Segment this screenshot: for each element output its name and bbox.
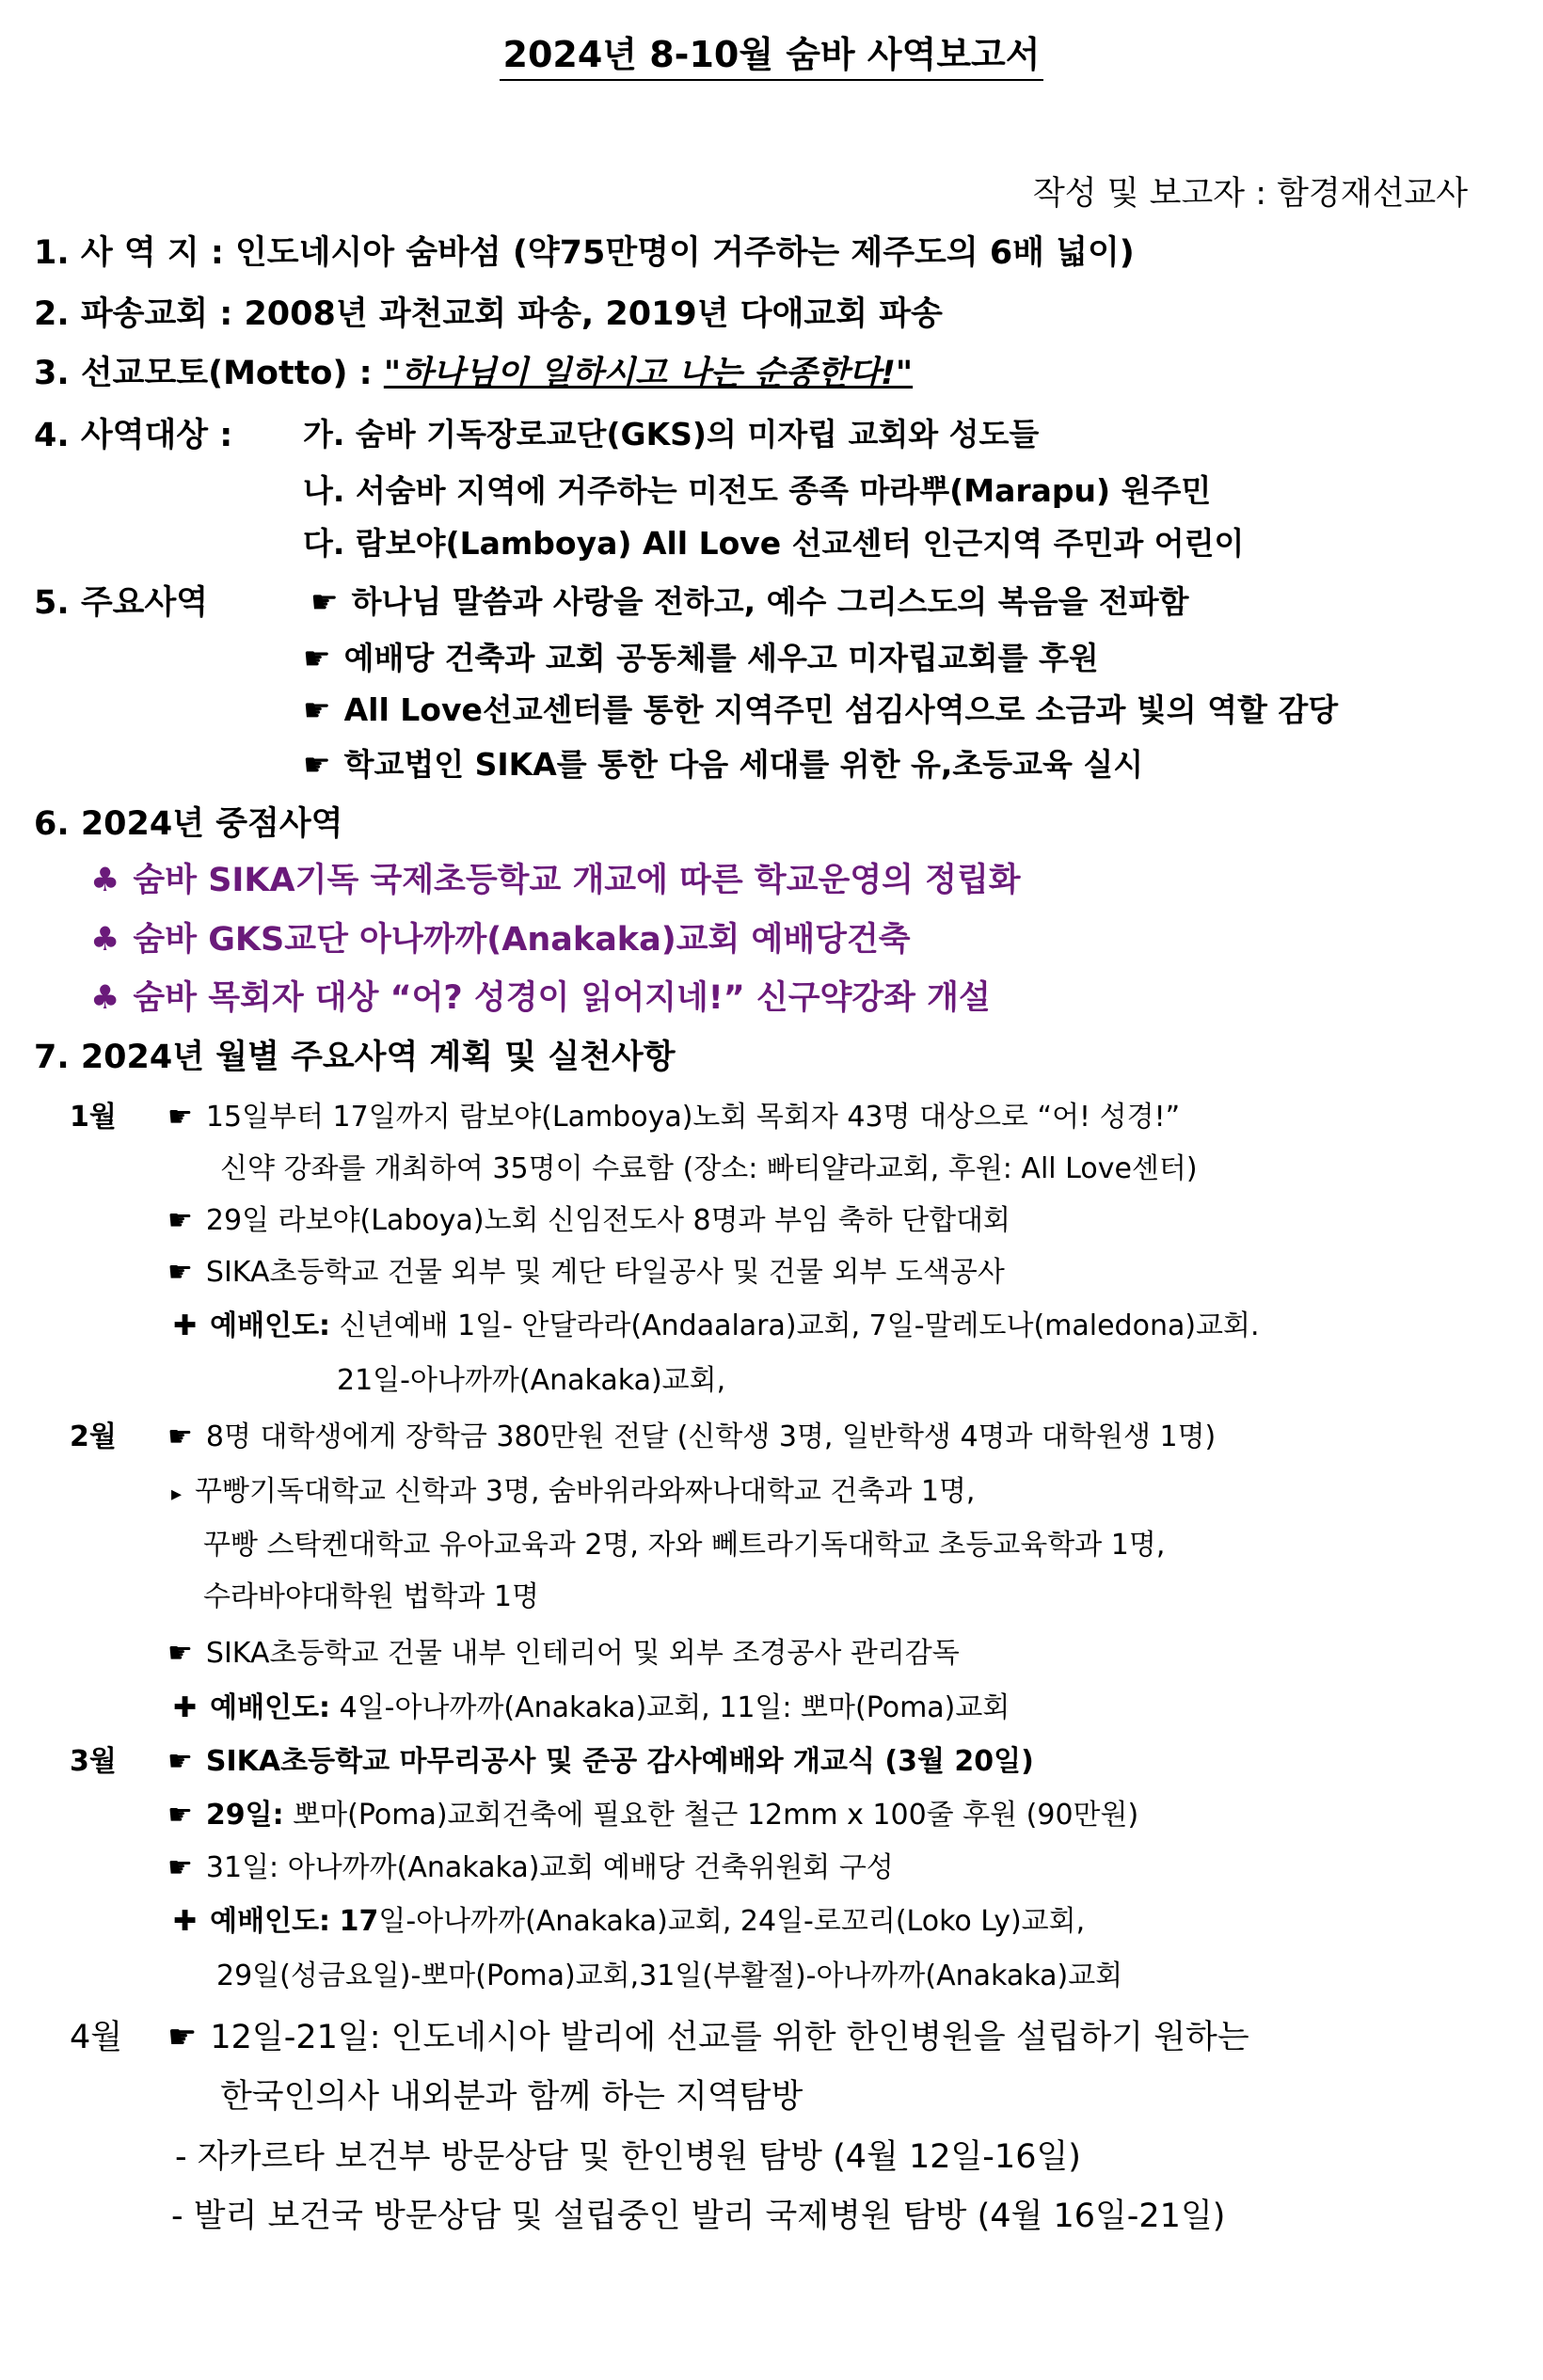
apr-item-b: - 자카르타 보건부 방문상담 및 한인병원 탐방 (4월 12일-16일) xyxy=(175,2138,1081,2176)
feb-item-d xyxy=(173,1691,1010,1725)
focus-item-3-text: 숨바 목회자 대상 “어? 성경이 읽어지네!” 신구약강좌 개설 xyxy=(133,979,991,1017)
month-feb: 2월 xyxy=(70,1420,117,1453)
mar-item-b-text: 뽀마(Poma)교회건축에 필요한 철근 12mm x 100줄 후원 (90만원) xyxy=(293,1799,1139,1832)
mar-item-a-text: SIKA초등학교 마무리공사 및 준공 감사예배와 개교식 (3월 20일) xyxy=(205,1745,1034,1778)
apr-item-a xyxy=(167,2018,1249,2057)
info-5-item-a-text: 하나님 말씀과 사랑을 전하고, 예수 그리스도의 복음을 전파함 xyxy=(351,583,1189,620)
mar-worship-day: 17 xyxy=(339,1905,379,1938)
info-4-target-c: 다. 람보야(Lamboya) All Love 선교센터 인근지역 주민과 어린이 xyxy=(303,525,1245,562)
focus-item-2-text: 숨바 GKS교단 아나까까(Anakaka)교회 예배당건축 xyxy=(133,921,911,959)
apr-item-c: - 발리 보건국 방문상담 및 설립중인 발리 국제병원 탐방 (4월 16일-21일) xyxy=(171,2198,1226,2235)
pointing-hand-icon: ☛ xyxy=(310,583,339,620)
focus-item-3 xyxy=(90,978,991,1018)
motto-text: "하나님이 일하시고 나는 순종한다!" xyxy=(383,355,914,392)
jan-item-b-text: 29일 라보야(Laboya)노회 신임전도사 8명과 부임 축하 단합대회 xyxy=(205,1204,1011,1237)
apr-item-a-line2: 한국인의사 내외분과 함께 하는 지역탐방 xyxy=(220,2078,803,2116)
feb-item-b xyxy=(171,1475,975,1509)
focus-item-1 xyxy=(90,861,1021,900)
cross-icon: ✚ xyxy=(173,1691,198,1724)
jan-item-a xyxy=(167,1101,1180,1134)
jan-item-d-line1: 신년예배 1일- 안달라라(Andaalara)교회, 7일-말레도나(maledona)교회. xyxy=(339,1309,1260,1342)
feb-item-c-text: SIKA초등학교 건물 내부 인테리어 및 외부 조경공사 관리감독 xyxy=(205,1637,960,1670)
cross-icon: ✚ xyxy=(173,1905,198,1938)
info-4-label: 4. 사역대상 : xyxy=(34,417,233,454)
author-line: 작성 및 보고자 : 함경재선교사 xyxy=(1032,175,1468,213)
mar-item-d xyxy=(173,1905,1085,1939)
jan-item-c-text: SIKA초등학교 건물 외부 및 계단 타일공사 및 건물 외부 도색공사 xyxy=(205,1256,1005,1289)
info-5-item-b xyxy=(303,640,1099,677)
feb-item-a-text: 8명 대학생에게 장학금 380만원 전달 (신학생 3명, 일반학생 4명과 대학원생 1명) xyxy=(205,1420,1217,1453)
jan-item-d xyxy=(173,1309,1260,1343)
mar-item-a xyxy=(167,1745,1034,1779)
feb-item-b-line3: 수라바야대학원 법학과 1명 xyxy=(203,1580,539,1613)
jan-item-d-line2: 21일-아나까까(Anakaka)교회, xyxy=(337,1364,726,1397)
info-5-item-d-text: 학교법인 SIKA를 통한 다음 세대를 위한 유,초등교육 실시 xyxy=(343,746,1144,783)
info-2-sending-church: 2. 파송교회 : 2008년 과천교회 파송, 2019년 다애교회 파송 xyxy=(34,295,943,333)
pointing-hand-icon: ☛ xyxy=(167,1799,193,1832)
plan-heading: 7. 2024년 월별 주요사역 계획 및 실천사항 xyxy=(34,1039,676,1076)
info-5-item-d xyxy=(303,746,1143,784)
info-5-item-b-text: 예배당 건축과 교회 공동체를 세우고 미자립교회를 후원 xyxy=(343,640,1099,676)
mar-item-d-line1: 일-아나까까(Anakaka)교회, 24일-로꼬리(Loko Ly)교회, xyxy=(378,1905,1086,1938)
document-title: 2024년 8-10월 숨바 사역보고서 xyxy=(0,34,1543,77)
info-4-target-a: 가. 숨바 기독장로교단(GKS)의 미자립 교회와 성도들 xyxy=(303,416,1040,452)
mar-item-b-label: 29일: xyxy=(205,1799,284,1832)
mar-item-c-text: 31일: 아나까까(Anakaka)교회 예배당 건축위원회 구성 xyxy=(205,1851,894,1884)
pointing-hand-icon: ☛ xyxy=(167,2019,198,2056)
apr-item-a-line1: 12일-21일: 인도네시아 발리에 선교를 위한 한인병원을 설립하기 원하는 xyxy=(210,2019,1249,2056)
info-1-location: 1. 사 역 지 : 인도네시아 숨바섬 (약75만명이 거주하는 제주도의 6배 넓이) xyxy=(34,234,1135,272)
pointing-hand-icon: ☛ xyxy=(167,1851,193,1884)
club-icon: ♣ xyxy=(90,979,120,1017)
pointing-hand-icon: ☛ xyxy=(167,1637,193,1670)
info-5-label: 5. 주요사역 xyxy=(34,584,209,622)
month-apr: 4월 xyxy=(70,2019,123,2056)
mar-item-d-line2: 29일(성금요일)-뽀마(Poma)교회,31일(부활절)-아나까까(Anakaka)교회 xyxy=(216,1960,1123,1992)
mar-worship-label: 예배인도: xyxy=(210,1905,331,1938)
motto-label: 3. 선교모토(Motto) : xyxy=(34,355,373,392)
info-5-item-c-text: All Love선교센터를 통한 지역주민 섬김사역으로 소금과 빛의 역할 감당 xyxy=(343,691,1339,728)
jan-item-a-line1: 15일부터 17일까지 람보야(Lamboya)노회 목회자 43명 대상으로 “어! 성경!” xyxy=(205,1101,1181,1134)
mar-item-b xyxy=(167,1799,1138,1833)
jan-item-c xyxy=(167,1256,1005,1290)
info-4-target-b: 나. 서숨바 지역에 거주하는 미전도 종족 마라뿌(Marapu) 원주민 xyxy=(303,472,1212,509)
pointing-hand-icon: ☛ xyxy=(167,1204,193,1237)
feb-item-c xyxy=(167,1637,960,1671)
jan-item-a-line2: 신약 강좌를 개최하여 35명이 수료함 (장소: 빠티얄라교회, 후원: All Love센터) xyxy=(220,1152,1198,1185)
month-jan: 1월 xyxy=(70,1101,117,1134)
feb-worship-label: 예배인도: xyxy=(210,1691,331,1724)
club-icon: ♣ xyxy=(90,921,120,959)
jan-item-b xyxy=(167,1204,1010,1238)
focus-item-1-text: 숨바 SIKA기독 국제초등학교 개교에 따른 학교운영의 정립화 xyxy=(133,862,1021,899)
club-icon: ♣ xyxy=(90,862,120,899)
feb-item-b-line2: 꾸빵 스탁켄대학교 유아교육과 2명, 자와 뻬트라기독대학교 초등교육학과 1명, xyxy=(203,1529,1166,1562)
pointing-hand-icon: ☛ xyxy=(167,1420,193,1453)
pointing-hand-icon: ☛ xyxy=(303,640,331,676)
month-mar: 3월 xyxy=(70,1745,117,1778)
info-5-item-c xyxy=(303,691,1338,729)
feb-item-d-text: 4일-아나까까(Anakaka)교회, 11일: 뽀마(Poma)교회 xyxy=(339,1691,1010,1724)
pointing-hand-icon: ☛ xyxy=(303,691,331,728)
pointing-hand-icon: ☛ xyxy=(303,746,331,783)
info-3-motto xyxy=(34,354,913,393)
triangle-bullet-icon: ▸ xyxy=(171,1483,183,1506)
cross-icon: ✚ xyxy=(173,1309,198,1342)
info-5-item-a xyxy=(310,583,1189,621)
focus-item-2 xyxy=(90,920,911,960)
mar-item-c xyxy=(167,1851,894,1885)
pointing-hand-icon: ☛ xyxy=(167,1256,193,1289)
feb-item-a xyxy=(167,1420,1216,1454)
feb-item-b-line1: 꾸빵기독대학교 신학과 3명, 숨바위라와짜나대학교 건축과 1명, xyxy=(195,1475,976,1508)
jan-worship-label: 예배인도: xyxy=(210,1309,331,1342)
focus-heading: 6. 2024년 중점사역 xyxy=(34,805,343,843)
pointing-hand-icon: ☛ xyxy=(167,1101,193,1134)
pointing-hand-icon: ☛ xyxy=(167,1745,193,1778)
